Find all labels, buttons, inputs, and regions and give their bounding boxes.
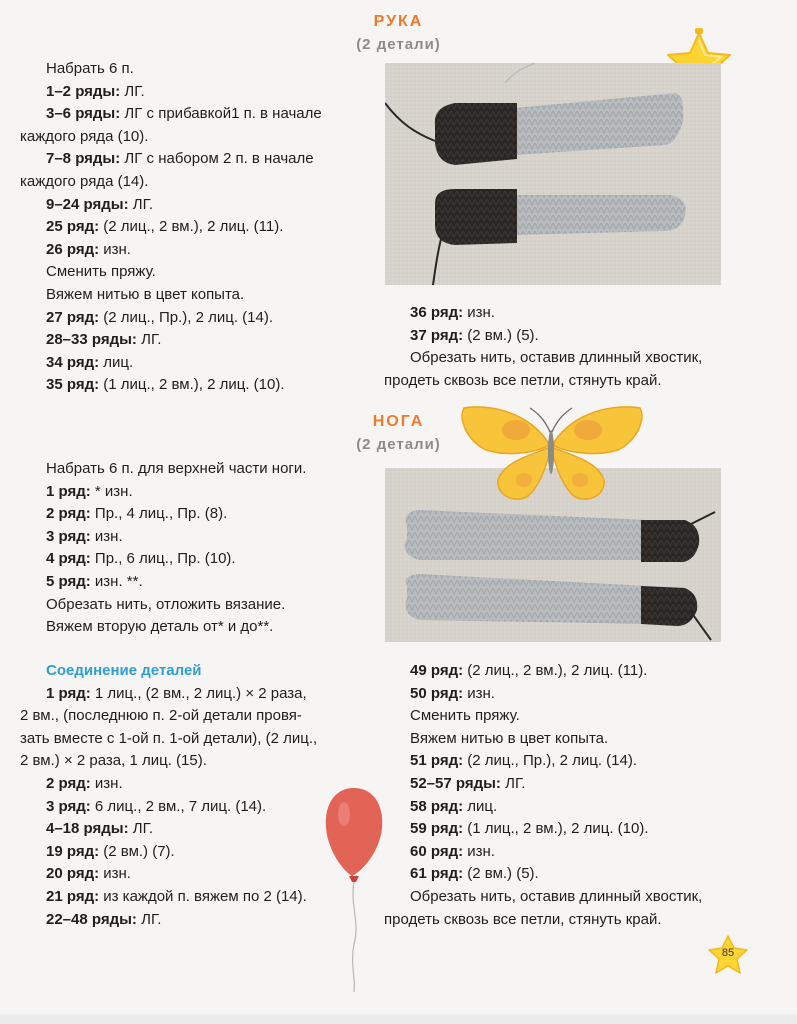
- instruction-line: 59 ряд: (1 лиц., 2 вм.), 2 лиц. (10).: [410, 820, 649, 838]
- instruction-line: продеть сквозь все петли, стянуть край.: [384, 371, 662, 389]
- arm-photo: [385, 63, 721, 285]
- arm-subtitle: (2 детали): [356, 36, 441, 53]
- balloon-icon: [320, 784, 390, 994]
- instruction-line: Вяжем нитью в цвет копыта.: [410, 729, 609, 747]
- butterfly-icon: [456, 400, 648, 506]
- instruction-line: 1 ряд: * изн.: [46, 482, 133, 500]
- instruction-line: 2 вм.) × 2 раза, 1 лиц. (15).: [20, 752, 207, 770]
- instruction-line: 1 ряд: 1 лиц., (2 вм., 2 лиц.) × 2 раза,: [46, 684, 307, 702]
- instruction-line: 4 ряд: Пр., 6 лиц., Пр. (10).: [46, 550, 236, 568]
- instruction-line: Сменить пряжу.: [410, 707, 520, 725]
- instruction-line: 51 ряд: (2 лиц., Пр.), 2 лиц. (14).: [410, 752, 638, 770]
- instruction-line: 28–33 ряды: ЛГ.: [46, 331, 162, 349]
- instruction-line: 27 ряд: (2 лиц., Пр.), 2 лиц. (14).: [46, 308, 274, 326]
- instruction-line: 34 ряд: лиц.: [46, 353, 134, 371]
- instruction-line: Обрезать нить, оставив длинный хвостик,: [410, 887, 703, 905]
- instruction-line: 3 ряд: изн.: [46, 527, 123, 545]
- page-number-text: 85: [721, 947, 735, 959]
- join-title: Соединение деталей: [46, 662, 202, 679]
- instruction-line: 52–57 ряды: ЛГ.: [410, 774, 526, 792]
- instruction-line: Вяжем вторую деталь от* и до**.: [46, 618, 274, 636]
- instruction-line: 7–8 ряды: ЛГ с набором 2 п. в начале: [46, 150, 314, 168]
- instruction-line: 37 ряд: (2 вм.) (5).: [410, 326, 539, 344]
- instruction-line: 2 ряд: изн.: [46, 774, 123, 792]
- instruction-line: Набрать 6 п.: [46, 60, 134, 77]
- instruction-line: 60 ряд: изн.: [410, 842, 495, 860]
- instruction-line: Обрезать нить, оставив длинный хвостик,: [410, 349, 703, 367]
- instruction-line: Сменить пряжу.: [46, 263, 156, 281]
- arm-title: РУКА: [373, 13, 424, 30]
- join-instructions-right: [384, 660, 784, 931]
- instruction-line: 49 ряд: (2 лиц., 2 вм.), 2 лиц. (11).: [410, 662, 648, 679]
- instruction-line: Набрать 6 п. для верхней части ноги.: [46, 460, 307, 477]
- arm-instructions-right: [384, 302, 784, 392]
- instruction-line: зать вместе с 1-ой п. 1-ой детали), (2 лиц.,: [20, 729, 318, 747]
- leg-title: НОГА: [372, 413, 425, 430]
- instruction-line: 58 ряд: лиц.: [410, 797, 498, 815]
- instruction-line: 19 ряд: (2 вм.) (7).: [46, 842, 175, 860]
- bottom-edge: [0, 1014, 797, 1024]
- arm-instructions-left: [20, 58, 385, 397]
- instruction-line: каждого ряда (10).: [20, 127, 149, 145]
- leg-instructions: [20, 458, 385, 639]
- instruction-line: 5 ряд: изн. **.: [46, 572, 143, 590]
- instruction-line: 61 ряд: (2 вм.) (5).: [410, 865, 539, 883]
- instruction-line: продеть сквозь все петли, стянуть край.: [384, 910, 662, 928]
- instruction-line: 3 ряд: 6 лиц., 2 вм., 7 лиц. (14).: [46, 797, 267, 815]
- leg-subtitle: (2 детали): [356, 436, 441, 453]
- instruction-line: каждого ряда (14).: [20, 172, 149, 190]
- instruction-line: 26 ряд: изн.: [46, 240, 131, 258]
- instruction-line: 20 ряд: изн.: [46, 865, 131, 883]
- instruction-line: 1–2 ряды: ЛГ.: [46, 82, 145, 100]
- instruction-line: 36 ряд: изн.: [410, 304, 495, 321]
- instruction-line: 4–18 ряды: ЛГ.: [46, 820, 154, 838]
- instruction-line: 50 ряд: изн.: [410, 684, 495, 702]
- instruction-line: 35 ряд: (1 лиц., 2 вм.), 2 лиц. (10).: [46, 376, 285, 394]
- instruction-line: 22–48 ряды: ЛГ.: [46, 910, 162, 928]
- instruction-line: Обрезать нить, отложить вязание.: [46, 595, 286, 613]
- instruction-line: 3–6 ряды: ЛГ с прибавкой1 п. в начале: [46, 105, 322, 123]
- instruction-line: 2 ряд: Пр., 4 лиц., Пр. (8).: [46, 505, 228, 523]
- instruction-line: 25 ряд: (2 лиц., 2 вм.), 2 лиц. (11).: [46, 218, 284, 236]
- instruction-line: 2 вм., (последнюю п. 2-ой детали провя-: [20, 707, 302, 725]
- instruction-line: 9–24 ряды: ЛГ.: [46, 195, 154, 213]
- page-number: [707, 934, 749, 976]
- instruction-line: Вяжем нитью в цвет копыта.: [46, 285, 245, 303]
- instruction-line: 21 ряд: из каждой п. вяжем по 2 (14).: [46, 887, 307, 905]
